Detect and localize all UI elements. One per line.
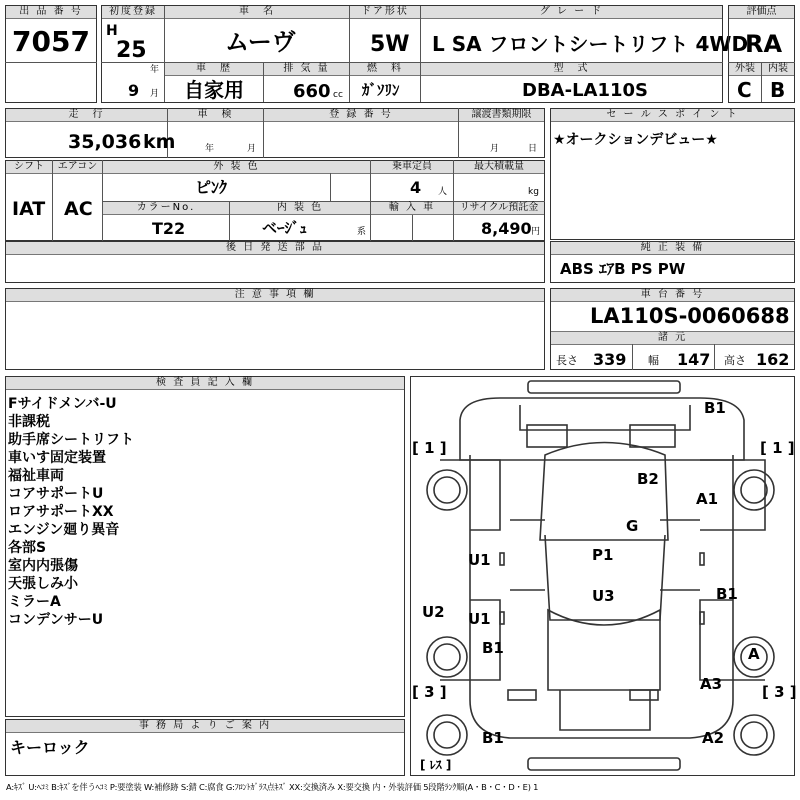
grade: L SA フロントシートリフト 4WD xyxy=(432,32,749,56)
damage-mark: U2 xyxy=(422,603,445,621)
recycle-fee: 8,490 xyxy=(481,219,532,238)
damage-mark: P1 xyxy=(592,546,614,564)
inspector-line: 福祉車両 xyxy=(8,468,64,484)
length-label: 長さ xyxy=(556,354,578,367)
mileage-unit: km xyxy=(143,131,176,153)
later-parts-label: 後 日 発 送 部 品 xyxy=(6,242,544,255)
reg-month: 9 xyxy=(128,81,140,100)
era: H xyxy=(106,23,118,39)
year-unit: 年 xyxy=(150,65,160,75)
width: 147 xyxy=(677,350,711,369)
vehicle-history: 自家用 xyxy=(184,78,244,102)
score-label: 評価点 xyxy=(729,6,794,19)
inspector-label: 検 査 員 記 入 欄 xyxy=(6,377,404,390)
door-type: 5W xyxy=(370,32,410,57)
sales-point-label: セ ー ル ス ポ イ ン ト xyxy=(551,109,794,122)
damage-mark: [ 3 ] xyxy=(762,683,797,701)
chassis-label: 車 台 番 号 xyxy=(551,289,794,302)
transfer-month-unit: 月 xyxy=(490,144,500,154)
ext-color-label: 外 装 色 xyxy=(103,161,370,174)
color-no-label: カラーNo. xyxy=(103,202,229,215)
reg-number-label: 登 録 番 号 xyxy=(264,109,458,122)
width-label: 幅 xyxy=(648,354,659,367)
damage-mark: [ 1 ] xyxy=(760,439,795,457)
office-note: キーロック xyxy=(10,738,90,757)
damage-mark: [ ﾚｽ ] xyxy=(420,758,452,772)
chassis-number: LA110S-0060688 xyxy=(590,304,790,328)
color-no: T22 xyxy=(152,219,186,238)
recycle-unit: 円 xyxy=(531,227,541,237)
inspector-line: Fサイドメンバ-U xyxy=(8,396,117,412)
reg-year: 25 xyxy=(116,38,147,63)
damage-mark: A1 xyxy=(696,490,719,508)
damage-mark: A3 xyxy=(700,675,723,693)
ext-grade: C xyxy=(737,78,752,102)
load-unit: kg xyxy=(528,187,539,197)
sales-point: ★オークションデビュー★ xyxy=(553,132,718,148)
inspector-line: 助手席シートリフト xyxy=(8,432,134,448)
height-label: 高さ xyxy=(724,354,746,367)
office-label: 事 務 局 よ り ご 案 内 xyxy=(6,720,404,733)
inspector-line: ロアサポートXX xyxy=(8,504,114,520)
mileage: 35,036 xyxy=(68,131,142,153)
inspector-line: 車いす固定装置 xyxy=(8,450,106,466)
int-grade: B xyxy=(770,78,786,102)
capacity-label: 乗車定員 xyxy=(371,161,453,174)
damage-mark: A xyxy=(748,645,760,663)
shift-label: シフト xyxy=(6,161,52,174)
notes-label: 注 意 事 項 欄 xyxy=(6,289,544,302)
inspector-line: エンジン廻り異音 xyxy=(8,522,120,538)
height: 162 xyxy=(756,350,790,369)
lot-label: 出 品 番 号 xyxy=(6,6,96,19)
damage-mark: [ 1 ] xyxy=(412,439,447,457)
damage-mark: B1 xyxy=(482,729,504,747)
inspector-line: 室内内張傷 xyxy=(8,558,78,574)
damage-mark: B1 xyxy=(716,585,738,603)
displacement-unit: cc xyxy=(333,90,343,100)
grade-label: グ レ ー ド xyxy=(421,6,722,19)
displacement-label: 排 気 量 xyxy=(264,63,349,76)
car-name: ムーヴ xyxy=(225,28,296,56)
damage-mark: U3 xyxy=(592,587,615,605)
displacement: 660 xyxy=(293,81,331,102)
capacity-unit: 人 xyxy=(438,187,448,197)
door-label: ドア形状 xyxy=(350,6,420,19)
inspector-line: ミラーA xyxy=(8,594,61,610)
damage-mark: B1 xyxy=(704,399,726,417)
length: 339 xyxy=(593,350,627,369)
legend: A:ｷｽﾞ U:ﾍｺﾐ B:ｷｽﾞを伴うﾍｺﾐ P:要塗装 W:補修跡 S:錆 C:腐食 G:ﾌﾛﾝﾄｶﾞﾗｽ点ｷｽﾞ XX:交換済み X:要交換 内・外装評価 5段階ﾗﾝｸ順(A・B・C・D・E) 1 xyxy=(6,782,539,792)
damage-mark: G xyxy=(626,517,639,535)
model-label: 型 式 xyxy=(421,63,722,76)
fuel-type: ｶﾞｿﾘﾝ xyxy=(362,81,400,99)
ext-color: ピﾝｸ xyxy=(195,178,228,197)
month-unit: 月 xyxy=(150,89,160,99)
capacity: 4 xyxy=(410,178,422,197)
equipment-label: 純 正 装 備 xyxy=(551,242,794,255)
damage-mark: [ 3 ] xyxy=(412,683,447,701)
insp-month-unit: 月 xyxy=(247,144,257,154)
inspector-line: 天張しみ小 xyxy=(8,576,78,592)
inspector-line: コンデンサーU xyxy=(8,612,104,628)
int-grade-label: 内装 xyxy=(762,63,794,76)
damage-mark: U1 xyxy=(468,551,491,569)
shift: IAT xyxy=(12,198,46,220)
load-label: 最大積載量 xyxy=(454,161,544,174)
score-value: RA xyxy=(745,30,783,58)
mileage-label: 走 行 xyxy=(6,109,167,122)
first-reg-label: 初度登録 xyxy=(102,6,164,19)
damage-mark: A2 xyxy=(702,729,725,747)
int-color: ベｰｼﾞｭ xyxy=(262,219,308,237)
lot-number: 7057 xyxy=(12,25,90,58)
ac: AC xyxy=(64,198,93,220)
damage-mark: B2 xyxy=(637,470,659,488)
ext-grade-label: 外装 xyxy=(729,63,761,76)
car-name-label: 車 名 xyxy=(165,6,349,19)
inspector-line: 各部S xyxy=(8,540,47,556)
import-label: 輸 入 車 xyxy=(371,202,453,215)
damage-mark: B1 xyxy=(482,639,504,657)
int-color-label: 内 装 色 xyxy=(230,202,370,215)
transfer-day-unit: 日 xyxy=(528,144,538,154)
fuel-label: 燃 料 xyxy=(350,63,420,76)
recycle-label: リサイクル預託金 xyxy=(454,202,544,215)
transfer-label: 譲渡書類期限 xyxy=(459,109,544,122)
ac-label: エアコン xyxy=(53,161,102,174)
inspection-label: 車 検 xyxy=(168,109,263,122)
equipment: ABS ｴｱB PS PW xyxy=(560,260,686,278)
inspector-line: 非課税 xyxy=(8,414,50,430)
dims-label: 諸 元 xyxy=(551,331,794,345)
inspector-line: コアサポートU xyxy=(8,486,104,502)
damage-mark: U1 xyxy=(468,610,491,628)
model-code: DBA-LA110S xyxy=(522,80,648,101)
int-color-unit: 系 xyxy=(357,227,367,237)
insp-year-unit: 年 xyxy=(205,144,215,154)
history-label: 車 歴 xyxy=(165,63,263,76)
